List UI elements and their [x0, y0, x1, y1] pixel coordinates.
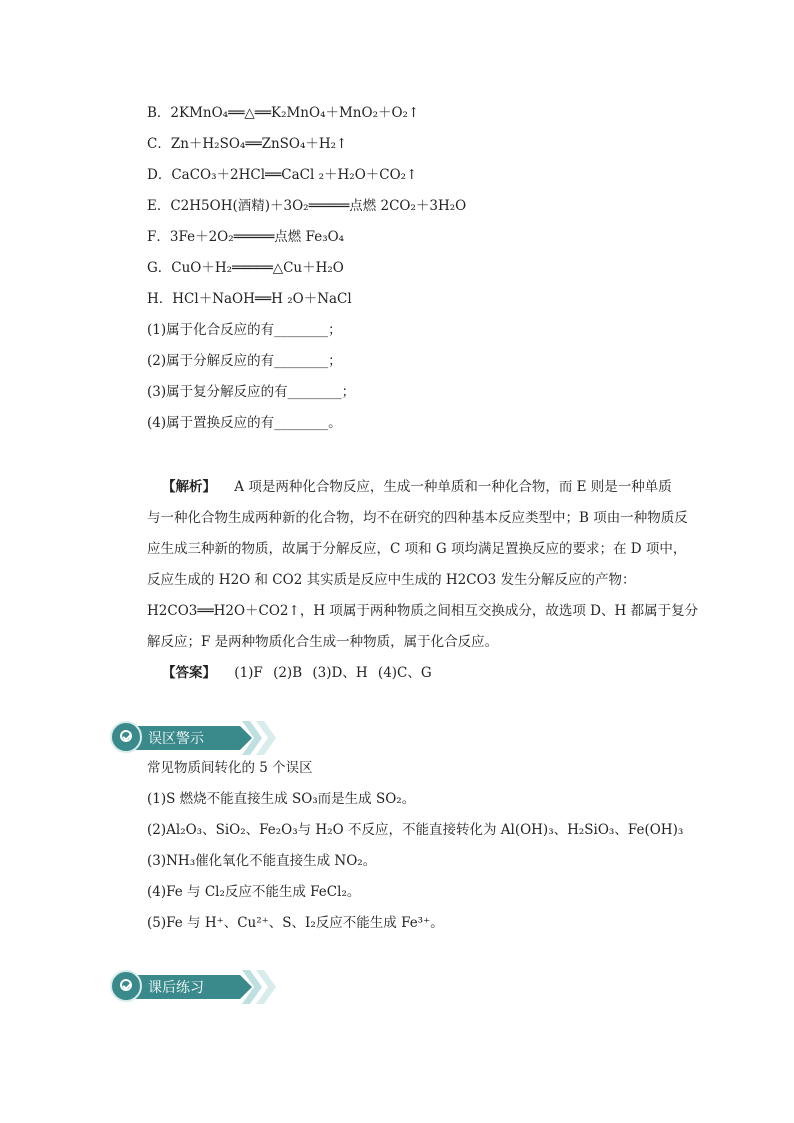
- analysis-text-1: A 项是两种化合物反应，生成一种单质和一种化合物，而 E 则是一种单质: [234, 479, 672, 495]
- warning-point-1: (1)S 燃烧不能直接生成 SO₃而是生成 SO₂。: [147, 791, 416, 807]
- analysis-text-6: 解反应；F 是两种物质化合生成一种物质，属于化合反应。: [147, 634, 499, 650]
- analysis-text-2: 与一种化合物生成两种新的化合物，均不在研究的四种基本反应类型中；B 项由一种物质反: [147, 510, 688, 526]
- banner-label: 误区警示: [148, 731, 204, 747]
- warning-point-4: (4)Fe 与 Cl₂反应不能生成 FeCl₂。: [147, 884, 361, 900]
- item-d: D．CaCO₃＋2HCl══CaCl ₂＋H₂O＋CO₂↑: [147, 167, 418, 183]
- question-4: (4)属于置换反应的有________。: [147, 415, 342, 431]
- question-1: (1)属于化合反应的有________；: [147, 322, 342, 338]
- warning-title: 常见物质间转化的 5 个误区: [147, 760, 313, 776]
- item-b: B．2KMnO₄══△══K₂MnO₄＋MnO₂＋O₂↑: [147, 105, 420, 121]
- question-2: (2)属于分解反应的有________；: [147, 353, 342, 369]
- item-f: F．3Fe＋2O₂═════点燃 Fe₃O₄: [147, 229, 345, 245]
- check-circle-icon: [110, 970, 142, 1002]
- banner-mistake-warning: [110, 717, 275, 757]
- question-3: (3)属于复分解反应的有________；: [147, 384, 356, 400]
- item-h: H．HCl＋NaOH══H ₂O＋NaCl: [147, 291, 352, 307]
- banner-after-class-practice: [110, 966, 275, 1006]
- warning-point-3: (3)NH₃催化氧化不能直接生成 NO₂。: [147, 853, 377, 869]
- analysis-text-5: H2CO3══H2O＋CO2↑，H 项属于两种物质之间相互交换成分，故选项 D、H 都属于复分: [147, 603, 699, 619]
- check-circle-icon: [110, 721, 142, 753]
- analysis-label: 【解析】: [162, 479, 216, 495]
- answer-label: 【答案】: [162, 665, 216, 681]
- warning-point-5: (5)Fe 与 H⁺、Cu²⁺、S、I₂反应不能生成 Fe³⁺。: [147, 915, 444, 931]
- analysis-text-4: 反应生成的 H2O 和 CO2 其实质是反应中生成的 H2CO3 发生分解反应的产物：: [147, 572, 636, 588]
- item-e: E．C2H5OH(酒精)＋3O₂═════点燃 2CO₂＋3H₂O: [147, 198, 467, 214]
- banner-label: 课后练习: [148, 980, 204, 996]
- analysis-first-line: [162, 477, 672, 497]
- analysis-text-3: 应生成三种新的物质，故属于分解反应，C 项和 G 项均满足置换反应的要求；在 D 项中，: [147, 541, 687, 557]
- item-g: G．CuO＋H₂═════△Cu＋H₂O: [147, 260, 344, 276]
- answer-text: (1)F (2)B (3)D、H (4)C、G: [234, 665, 432, 681]
- answer: [162, 663, 432, 683]
- item-c: C．Zn＋H₂SO₄══ZnSO₄＋H₂↑: [147, 136, 348, 152]
- warning-point-2: (2)Al₂O₃、SiO₂、Fe₂O₃与 H₂O 不反应，不能直接转化为 Al(OH)₃、H₂SiO₃、Fe(OH)₃: [147, 822, 684, 838]
